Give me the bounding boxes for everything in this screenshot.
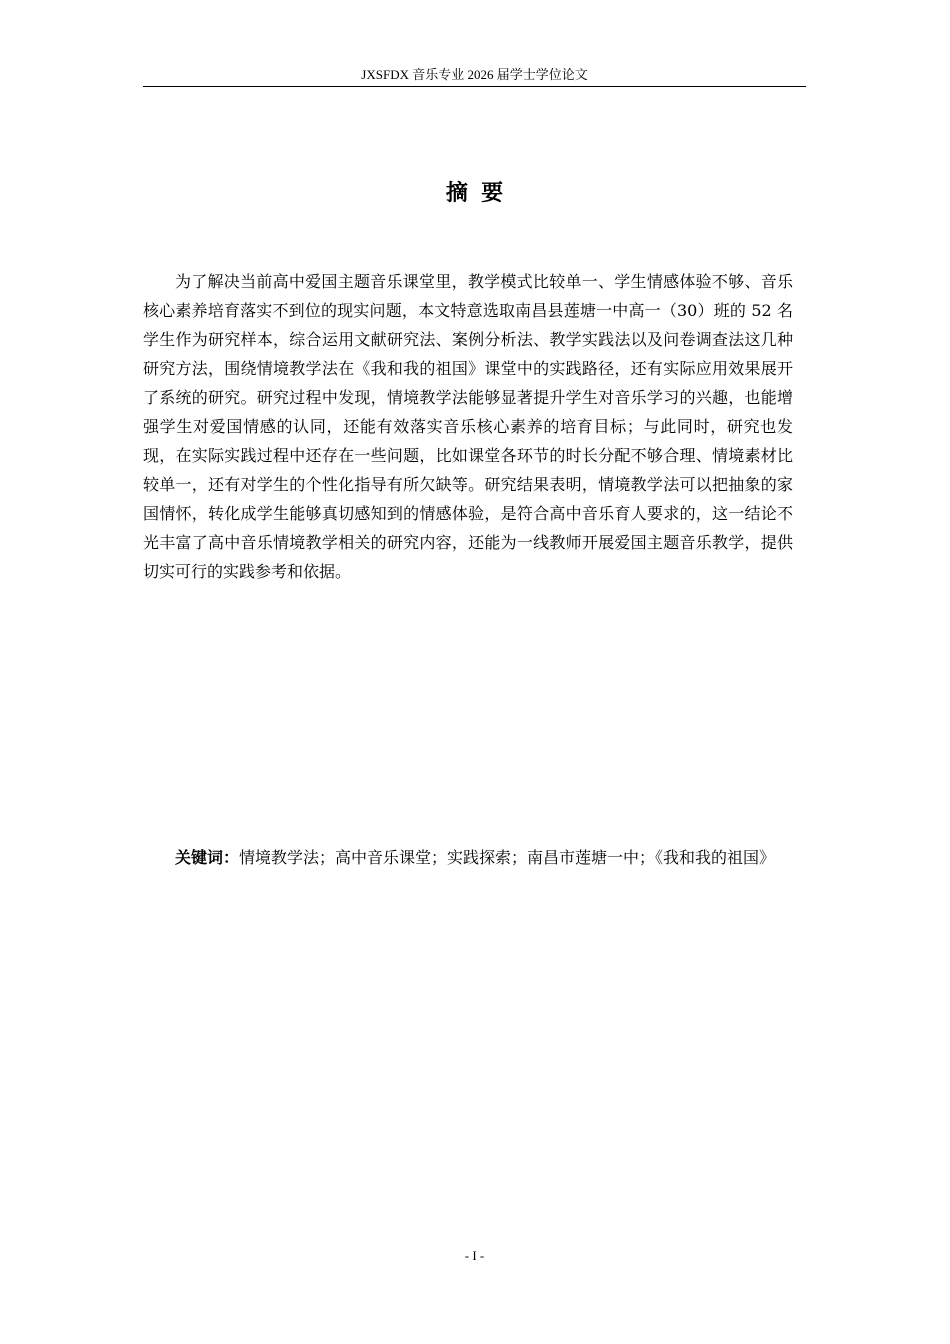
keywords-line — [143, 843, 793, 872]
page-title: 摘要 — [445, 181, 517, 206]
running-header: JXSFDX 音乐专业 2026 届学士学位论文 — [361, 67, 588, 82]
keywords-label: 关键词： — [175, 848, 240, 867]
keywords-text: 情境教学法；高中音乐课堂；实践探索；南昌市莲塘一中；《我和我的祖国》 — [239, 848, 776, 867]
abstract-body: 为了解决当前高中爱国主题音乐课堂里，教学模式比较单一、学生情感体验不够、音乐核心素养培育落实不到位的现实问题，本文特意选取南昌县莲塘一中高一（30）班的 52 名学生作为研究样本，综合运用文献研究法、案例分析法、教学实践法以及问卷调查法这几种研究方法，围绕情境教学法在《我和我的祖国》课堂中的实践路径，还有实际应用效果展开了系统的研究。研究过程中发现，情境教学法能够显著提升学生对音乐学习的兴趣，也能增强学生对爱国情感的认同，还能有效落实音乐核心素养的培育目标；与此同时，研究也发现，在实际实践过程中还存在一些问题，比如课堂各环节的时长分配不够合理、情境素材比较单一，还有对学生的个性化指导有所欠缺等。研究结果表明，情境教学法可以把抽象的家国情怀，转化成学生能够真切感知到的情感体验，是符合高中音乐育人要求的，这一结论不光丰富了高中音乐情境教学相关的研究内容，还能为一线教师开展爱国主题音乐教学，提供切实可行的实践参考和依据。 — [143, 272, 793, 581]
page-number: - I - — [464, 1248, 485, 1263]
header-rule — [143, 86, 806, 87]
